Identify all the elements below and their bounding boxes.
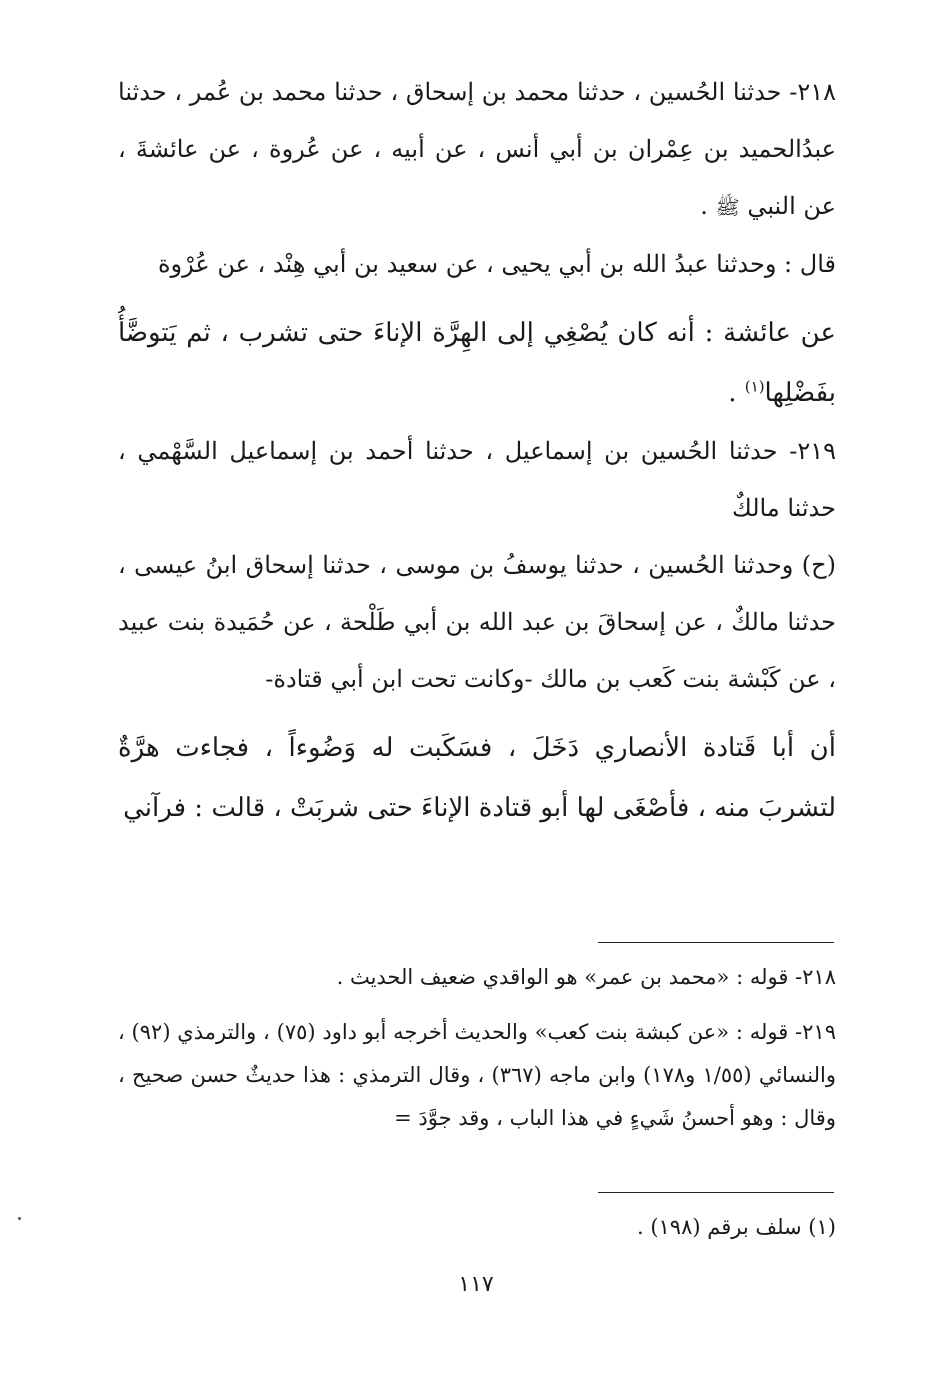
- page-number: ١١٧: [458, 1272, 494, 1297]
- footnote-1: (١) سلف برقم (١٩٨) .: [636, 1215, 836, 1239]
- commentary-divider: [598, 942, 834, 943]
- hadith-218-chain: [118, 64, 836, 236]
- hadith-218-chain-end: .: [700, 192, 716, 220]
- hadith-219-second-chain: (ح) وحدثنا الحُسين ، حدثنا يوسفُ بن موسى ، حدثنا إسحاق ابنُ عيسى ، حدثنا مالكٌ ، عن إسحاقَ بن عبد الله بن أبي طَلْحة ، عن حُمَيدة بنت عبيد ، عن كَبْشة بنت كَعب بن مالك -وكانت تحت ابن أبي قتادة-: [118, 551, 836, 693]
- footnote-divider: [598, 1192, 834, 1193]
- footnote-ref-1: (١): [744, 377, 765, 396]
- hadith-219-matn: أن أبا قَتادة الأنصاري دَخَلَ ، فسَكَبت له وَضُوءاً ، فجاءت هرَّةٌ لتشربَ منه ، فأصْغَى لها أبو قتادة الإناءَ حتى شربَتْ ، قالت : فرآني: [118, 733, 836, 823]
- hadith-218-matn-text: عن عائشة : أنه كان يُصْغِي إلى الهِرَّة الإناءَ حتى تشرب ، ثم يَتوضَّأُ بفَضْلِها: [118, 318, 836, 408]
- main-text: [118, 64, 836, 838]
- hadith-218-matn-end: .: [728, 378, 745, 408]
- commentary-218: ٢١٨- قوله : «محمد بن عمر» هو الواقدي ضعيف الحديث .: [336, 965, 836, 989]
- hadith-218-second-chain: قال : وحدثنا عبدُ الله بن أبي يحيى ، عن سعيد بن أبي هِنْد ، عن عُرْوة: [157, 250, 836, 278]
- hadith-218-matn: [118, 303, 836, 423]
- commentary-219: ٢١٩- قوله : «عن كبشة بنت كعب» والحديث أخرجه أبو داود (٧٥) ، والترمذي (٩٢) ، والنسائي (١/٥٥ و١٧٨) وابن ماجه (٣٦٧) ، وقال الترمذي : هذا حديثٌ حسن صحيح ، وقال : وهو أحسنُ شَيءٍ في هذا الباب ، وقد جوَّدَ =: [118, 1020, 837, 1130]
- hadith-219-chain: ٢١٩- حدثنا الحُسين بن إسماعيل ، حدثنا أحمد بن إسماعيل السَّهْمي ، حدثنا مالكٌ: [118, 437, 836, 522]
- hadith-218-chain-text: ٢١٨- حدثنا الحُسين ، حدثنا محمد بن إسحاق ، حدثنا محمد بن عُمر ، حدثنا عبدُالحميد بن عِمْران بن أبي أنس ، عن أبيه ، عن عُروة ، عن عائشةَ ، عن النبي: [118, 78, 837, 220]
- salutation-glyph: ﷺ: [715, 195, 740, 219]
- footnotes: [118, 1206, 836, 1249]
- commentary-notes: [118, 956, 836, 1140]
- scan-speck: [18, 1217, 21, 1220]
